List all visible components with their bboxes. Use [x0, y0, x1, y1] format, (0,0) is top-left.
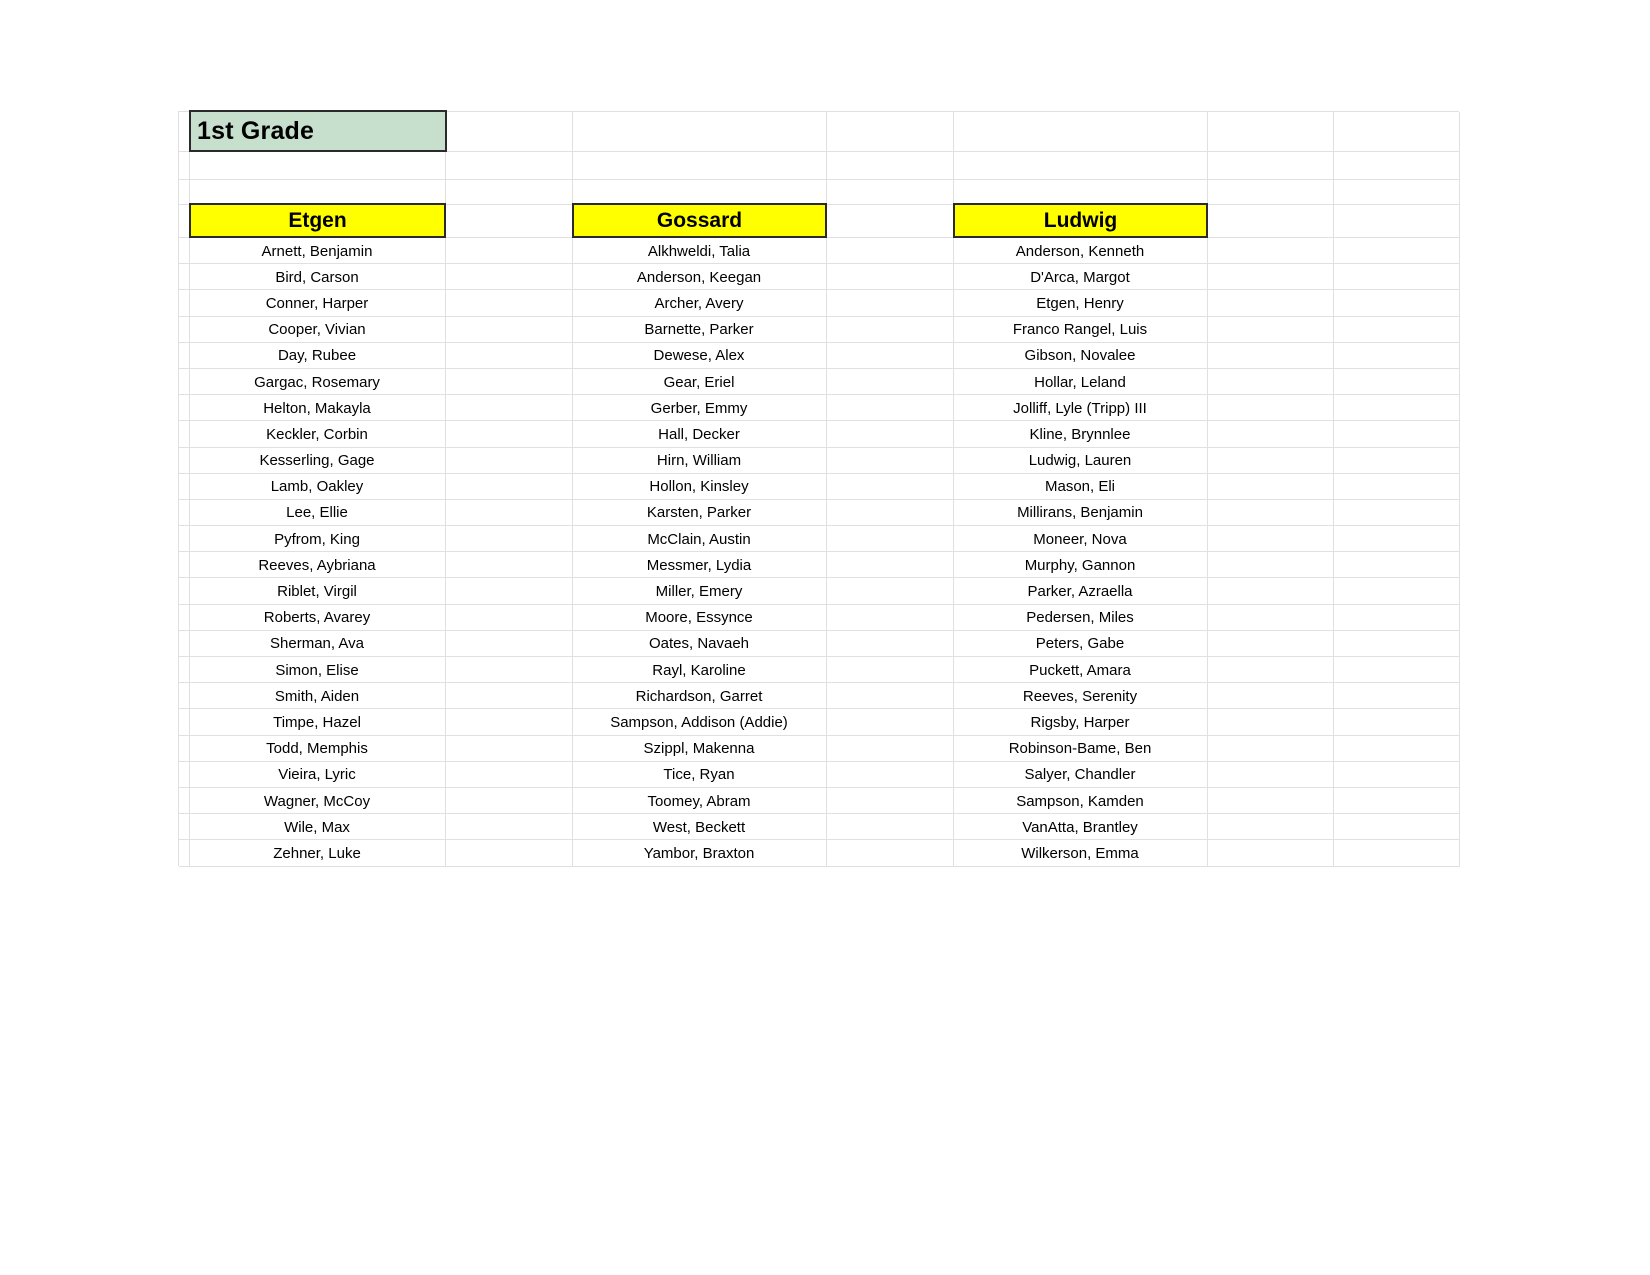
- grid-cell: [827, 788, 954, 814]
- grid-cell: [446, 238, 573, 264]
- grid-cell: [1208, 238, 1334, 264]
- grid-cell: [1208, 788, 1334, 814]
- student-cell: Barnette, Parker: [644, 321, 754, 339]
- student-cell: Miller, Emery: [655, 583, 743, 601]
- grid-cell: [827, 631, 954, 657]
- student-cell: Conner, Harper: [265, 294, 369, 312]
- grid-cell: [1334, 788, 1460, 814]
- grid-cell: [1208, 290, 1334, 316]
- grid-cell: [1208, 317, 1334, 343]
- student-cell: Lamb, Oakley: [270, 478, 364, 496]
- student-cell: Kesserling, Gage: [259, 452, 375, 470]
- grid-cell: [1208, 657, 1334, 683]
- grid-cell: [446, 736, 573, 762]
- grid-cell: [446, 762, 573, 788]
- student-cell: Todd, Memphis: [266, 740, 368, 758]
- grid-cell: [827, 526, 954, 552]
- grid-cell: [446, 264, 573, 290]
- grid-cell: [1208, 762, 1334, 788]
- grid-cell: [827, 709, 954, 735]
- student-cell: Hirn, William: [656, 452, 742, 470]
- grid-cell: [1334, 317, 1460, 343]
- student-cell: Salyer, Chandler: [1024, 766, 1136, 784]
- grid-cell: [827, 421, 954, 447]
- grid-cell: [446, 180, 573, 205]
- grid-cell: [573, 180, 827, 205]
- student-cell: Hollon, Kinsley: [649, 478, 749, 496]
- student-cell: Reeves, Serenity: [1022, 687, 1138, 705]
- student-cell: Robinson-Bame, Ben: [1008, 740, 1152, 758]
- student-cell: Oates, Navaeh: [648, 635, 750, 653]
- student-cell: Reeves, Aybriana: [258, 556, 376, 574]
- grid-cell: [827, 736, 954, 762]
- student-cell: Moneer, Nova: [1033, 530, 1127, 548]
- grid-cell: [1208, 369, 1334, 395]
- grid-cell: [1208, 205, 1334, 238]
- student-cell: Cooper, Vivian: [268, 321, 366, 339]
- grid-cell: [446, 317, 573, 343]
- grid-cell: [1334, 238, 1460, 264]
- grid-cell: [446, 152, 573, 180]
- student-cell: VanAtta, Brantley: [1022, 818, 1138, 836]
- student-cell: Puckett, Amara: [1029, 661, 1131, 679]
- grid-cell: [1334, 421, 1460, 447]
- grid-cell: [446, 788, 573, 814]
- grid-cell: [1208, 840, 1334, 866]
- grid-cell: [1334, 552, 1460, 578]
- teacher-header-ludwig: Ludwig: [953, 203, 1208, 238]
- student-cell: Moore, Essynce: [645, 609, 753, 627]
- teacher-header-gossard: Gossard: [572, 203, 827, 238]
- grid-cell: [827, 605, 954, 631]
- grid-cell: [446, 683, 573, 709]
- grid-cell: [827, 448, 954, 474]
- grid-cell: [827, 264, 954, 290]
- student-cell: Anderson, Keegan: [636, 268, 762, 286]
- student-cell: Gibson, Novalee: [1024, 347, 1136, 365]
- student-cell: Messmer, Lydia: [646, 556, 752, 574]
- student-cell: Rayl, Karoline: [652, 661, 746, 679]
- student-cell: Franco Rangel, Luis: [1012, 321, 1148, 339]
- student-cell: Jolliff, Lyle (Tripp) III: [1013, 399, 1147, 417]
- student-cell: Karsten, Parker: [646, 504, 752, 522]
- student-cell: Parker, Azraella: [1027, 583, 1133, 601]
- student-cell: Yambor, Braxton: [643, 844, 755, 862]
- grid-cell: [573, 152, 827, 180]
- student-cell: West, Beckett: [652, 818, 746, 836]
- grid-cell: [446, 205, 573, 238]
- student-cell: Wilkerson, Emma: [1021, 844, 1139, 862]
- grid-cell: [190, 152, 446, 180]
- grid-cell: [446, 814, 573, 840]
- student-cell: Roberts, Avarey: [263, 609, 371, 627]
- grid-cell: [1334, 762, 1460, 788]
- grid-cell: [446, 112, 573, 152]
- grid-cell: [446, 631, 573, 657]
- grid-cell: [1334, 205, 1460, 238]
- grid-cell: [446, 290, 573, 316]
- grid-cell: [1334, 631, 1460, 657]
- student-cell: D'Arca, Margot: [1030, 268, 1130, 286]
- roster-ludwig: [953, 238, 1207, 867]
- grid-cell: [179, 180, 190, 205]
- student-cell: Sherman, Ava: [270, 635, 364, 653]
- student-cell: Etgen, Henry: [1036, 294, 1124, 312]
- student-cell: Smith, Aiden: [274, 687, 360, 705]
- grid-cell: [1334, 264, 1460, 290]
- grid-cell: [827, 317, 954, 343]
- student-cell: Vieira, Lyric: [278, 766, 356, 784]
- grid-cell: [1334, 526, 1460, 552]
- student-cell: Pedersen, Miles: [1026, 609, 1134, 627]
- student-cell: Kline, Brynnlee: [1029, 425, 1131, 443]
- student-cell: Zehner, Luke: [273, 844, 361, 862]
- student-cell: Sampson, Kamden: [1016, 792, 1144, 810]
- grid-cell: [1334, 578, 1460, 604]
- student-cell: Alkhweldi, Talia: [647, 242, 751, 260]
- student-cell: Millirans, Benjamin: [1017, 504, 1143, 522]
- student-cell: Tice, Ryan: [663, 766, 735, 784]
- student-cell: Timpe, Hazel: [273, 713, 361, 731]
- grid-cell: [954, 180, 1208, 205]
- student-cell: Riblet, Virgil: [277, 583, 357, 601]
- student-cell: Bird, Carson: [275, 268, 359, 286]
- grid-cell: [1208, 709, 1334, 735]
- roster-etgen: [189, 238, 445, 867]
- grid-cell: [827, 395, 954, 421]
- grid-cell: [1208, 683, 1334, 709]
- grid-cell: [1334, 840, 1460, 866]
- grid-cell: [1334, 683, 1460, 709]
- grid-cell: [1334, 112, 1460, 152]
- student-cell: Ludwig, Lauren: [1028, 452, 1132, 470]
- grid-cell: [1334, 736, 1460, 762]
- student-cell: Pyfrom, King: [274, 530, 360, 548]
- grid-cell: [446, 605, 573, 631]
- grid-cell: [1208, 112, 1334, 152]
- student-cell: Wile, Max: [284, 818, 350, 836]
- grid-cell: [827, 343, 954, 369]
- grid-cell: [1208, 421, 1334, 447]
- student-cell: Szippl, Makenna: [643, 740, 755, 758]
- grid-cell: [446, 343, 573, 369]
- grid-cell: [446, 395, 573, 421]
- grid-cell: [190, 180, 446, 205]
- grid-cell: [827, 152, 954, 180]
- grid-cell: [1334, 474, 1460, 500]
- grid-cell: [827, 180, 954, 205]
- grid-cell: [954, 152, 1208, 180]
- grid-cell: [446, 709, 573, 735]
- grid-cell: [1208, 180, 1334, 205]
- grid-cell: [827, 578, 954, 604]
- grid-cell: [1208, 814, 1334, 840]
- student-cell: Hollar, Leland: [1034, 373, 1126, 391]
- student-cell: Helton, Makayla: [263, 399, 371, 417]
- grid-cell: [1208, 500, 1334, 526]
- grid-cell: [1208, 474, 1334, 500]
- grid-cell: [1334, 343, 1460, 369]
- grid-cell: [827, 238, 954, 264]
- student-cell: Sampson, Addison (Addie): [610, 713, 788, 731]
- teacher-header-etgen: Etgen: [189, 203, 446, 238]
- grid-cell: [1208, 605, 1334, 631]
- student-cell: Archer, Avery: [654, 294, 744, 312]
- grid-cell: [954, 112, 1208, 152]
- grid-cell: [1208, 631, 1334, 657]
- grid-cell: [1334, 814, 1460, 840]
- student-cell: Lee, Ellie: [286, 504, 348, 522]
- grid-cell: [1334, 152, 1460, 180]
- student-cell: Arnett, Benjamin: [261, 242, 373, 260]
- grid-cell: [827, 657, 954, 683]
- grid-cell: [1334, 657, 1460, 683]
- grid-cell: [573, 112, 827, 152]
- student-cell: Keckler, Corbin: [266, 425, 368, 443]
- grid-cell: [446, 657, 573, 683]
- grid-cell: [1208, 578, 1334, 604]
- grid-cell: [446, 840, 573, 866]
- grid-cell: [1334, 500, 1460, 526]
- grid-cell: [179, 152, 190, 180]
- student-cell: Hall, Decker: [658, 425, 740, 443]
- grid-cell: [1208, 395, 1334, 421]
- grid-cell: [827, 814, 954, 840]
- grid-cell: [446, 474, 573, 500]
- student-cell: Gear, Eriel: [663, 373, 735, 391]
- grid-cell: [827, 552, 954, 578]
- grid-cell: [446, 526, 573, 552]
- student-cell: Day, Rubee: [277, 347, 357, 365]
- student-cell: Anderson, Kenneth: [1015, 242, 1145, 260]
- grid-cell: [1208, 448, 1334, 474]
- student-cell: Gerber, Emmy: [650, 399, 748, 417]
- student-cell: Richardson, Garret: [635, 687, 763, 705]
- grid-cell: [446, 421, 573, 447]
- grid-cell: [1334, 605, 1460, 631]
- grid-cell: [827, 112, 954, 152]
- grid-cell: [827, 205, 954, 238]
- grid-cell: [1208, 152, 1334, 180]
- grid-cell: [446, 552, 573, 578]
- grid-cell: [1208, 526, 1334, 552]
- grade-title-cell: 1st Grade: [189, 110, 447, 152]
- grid-cell: [446, 500, 573, 526]
- student-cell: Simon, Elise: [275, 661, 359, 679]
- student-cell: Toomey, Abram: [647, 792, 751, 810]
- grid-cell: [827, 683, 954, 709]
- grid-cell: [1208, 736, 1334, 762]
- grid-cell: [827, 840, 954, 866]
- grid-cell: [1208, 552, 1334, 578]
- grid-cell: [1334, 709, 1460, 735]
- student-cell: Gargac, Rosemary: [254, 373, 380, 391]
- student-cell: Mason, Eli: [1044, 478, 1116, 496]
- grid-cell: [1334, 395, 1460, 421]
- grid-cell: [827, 762, 954, 788]
- grid-cell: [1334, 180, 1460, 205]
- grid-cell: [1334, 448, 1460, 474]
- grid-cell: [1208, 264, 1334, 290]
- grid-cell: [1334, 369, 1460, 395]
- grid-cell: [827, 474, 954, 500]
- student-cell: Dewese, Alex: [653, 347, 745, 365]
- grid-cell: [1334, 290, 1460, 316]
- student-cell: Peters, Gabe: [1035, 635, 1125, 653]
- grid-cell: [1208, 343, 1334, 369]
- grid-cell: [827, 500, 954, 526]
- student-cell: Wagner, McCoy: [263, 792, 371, 810]
- grid-cell: [446, 448, 573, 474]
- grid-cell: [446, 578, 573, 604]
- grid-cell: [446, 369, 573, 395]
- student-cell: Rigsby, Harper: [1030, 713, 1130, 731]
- student-cell: Murphy, Gannon: [1024, 556, 1136, 574]
- student-cell: McClain, Austin: [647, 530, 751, 548]
- grid-cell: [827, 290, 954, 316]
- grid-cell: [827, 369, 954, 395]
- roster-gossard: [572, 238, 826, 867]
